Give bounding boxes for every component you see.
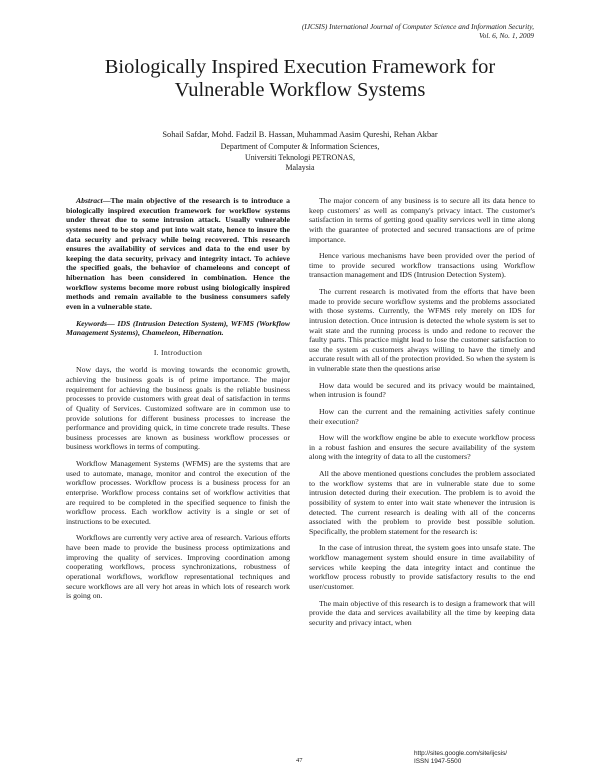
section-heading-introduction: I. Introduction bbox=[153, 347, 203, 357]
body-paragraph: The major concern of any business is to secure all its data hence to keep customers' as well as company's privacy intact. The customer's satisfaction in terms of getting good quality services well in time along with the guarantee of protected and secured transactions are of prime importance. bbox=[309, 196, 535, 244]
abstract-text: —The main objective of the research is to introduce a biologically inspired execution framework for workflow systems under threat due to some intrusion attack. Usually vulnerable systems need to be stop and put into wait state, hence to insure the data security and privacy while being recovered. This research ensures the availability of services and data to the end user by keeping the data security, privacy and integrity intact. To achieve the specified goals, the behavior of chameleons and concept of hibernation has been considered in combination. Hence the workflow systems become more robust using biologically inspired methods and remain available to the business consumers safely even in a vulnerable state. bbox=[66, 196, 290, 311]
body-paragraph: Hence various mechanisms have been provided over the period of time to provide secured workflow transactions using Workflow transaction management and IDS (Intrusion Detection System). bbox=[309, 251, 535, 280]
left-column bbox=[66, 196, 290, 608]
body-paragraph: Workflows are currently very active area of research. Various efforts have been made to provide the business process optimizations and improving the quality of services. Improving coordination among cooperating workflows, process synchronizations, robustness of operational workflows, workflow representational techniques and secure workflows are all very hot areas in which lots of research work is going on. bbox=[66, 533, 290, 601]
affiliation bbox=[40, 142, 560, 174]
right-column bbox=[309, 196, 535, 634]
author-list: Sohail Safdar, Mohd. Fadzil B. Hassan, Muhammad Aasim Qureshi, Rehan Akbar bbox=[162, 130, 438, 139]
problem-statement: In the case of intrusion threat, the system goes into unsafe state. The workflow management system should ensure in time availability of services while keeping the data integrity intact and continue the workflow process robustly to provide satisfactory results to the end user/customer. bbox=[309, 543, 535, 591]
page-number: 47 bbox=[296, 757, 303, 764]
affiliation-country: Malaysia bbox=[285, 163, 315, 173]
research-question: How will the workflow engine be able to execute workflow process in a robust fashion and ensures the secure availability of the system along with the integrity of data to all the customers? bbox=[309, 433, 535, 462]
body-paragraph: The main objective of this research is to design a framework that will provide the data and services availability all the time by keeping data security and privacy intact, when bbox=[309, 598, 535, 627]
journal-name: (IJCSIS) International Journal of Computer Science and Information Security, bbox=[301, 22, 534, 31]
body-paragraph: All the above mentioned questions concludes the problem associated to the workflow systems that are in vulnerable state due to some intrusion detected during their execution. The problem is to avoid the possibility of system to enter into wait state whenever the intrusion is detected. The current research is dealing with all of the concerns associated with the problem to provide best possible solution. Specifically, the problem statement for the research is: bbox=[309, 469, 535, 536]
title-line-1: Biologically Inspired Execution Framework for bbox=[104, 56, 496, 78]
keywords: Keywords— IDS (Intrusion Detection System), WFMS (Workflow Management Systems), Chameleon, Hibernation. bbox=[66, 318, 290, 338]
body-paragraph: Now days, the world is moving towards the economic growth, achieving the business goals is of prime importance. The major requirement for achieving the business goals is the reliable business processes to provide customers with great deal of satisfaction in terms of Quality of Services. Customized software are in common use to provide solutions for different business processes to increase the performance and providing quick, in time concrete trade results. These business processes are known as business workflow processes or business workflows in terms of computing. bbox=[66, 365, 290, 452]
abstract-lead: Abstract bbox=[76, 196, 103, 205]
footer-info bbox=[414, 750, 507, 766]
journal-header bbox=[174, 22, 534, 41]
affiliation-university: Universiti Teknologi PETRONAS, bbox=[245, 152, 355, 162]
affiliation-department: Department of Computer & Information Sciences, bbox=[220, 142, 380, 151]
abstract bbox=[66, 196, 290, 312]
body-paragraph: Workflow Management Systems (WFMS) are the systems that are used to automate, manage, monitor and control the execution of the workflow processes. Workflow process is a business process for an enterprise. Workflow process contains set of workflow activities that are required to be completed in the specified sequence to finish the workflow process. Each workflow activity is a single or set of instructions to be executed. bbox=[66, 459, 290, 526]
footer-issn: ISSN 1947-5500 bbox=[414, 758, 462, 765]
research-question: How can the current and the remaining activities safely continue their execution? bbox=[309, 406, 535, 426]
research-question: How data would be secured and its privacy would be maintained, when intrusion is found? bbox=[309, 380, 535, 400]
paper-title bbox=[40, 56, 560, 102]
body-paragraph: The current research is motivated from the efforts that have been made to provide secure workflow systems and the problems associated with those systems. Currently, the WFMS rely merely on IDS for intrusion detection. Once intrusion is detected the whole system is set to wait state and the running process is undo and redone to recover the faulty parts. This practice might lead to lose the customer satisfaction to use the system as customers always willing to have the timely and accurate result with all of the protection provided. So when the system is in vulnerable state then the questions arise bbox=[309, 287, 535, 373]
footer-url: http://sites.google.com/site/ijcsis/ bbox=[414, 750, 508, 757]
journal-volume: Vol. 6, No. 1, 2009 bbox=[478, 31, 534, 41]
title-line-2: Vulnerable Workflow Systems bbox=[174, 79, 426, 101]
